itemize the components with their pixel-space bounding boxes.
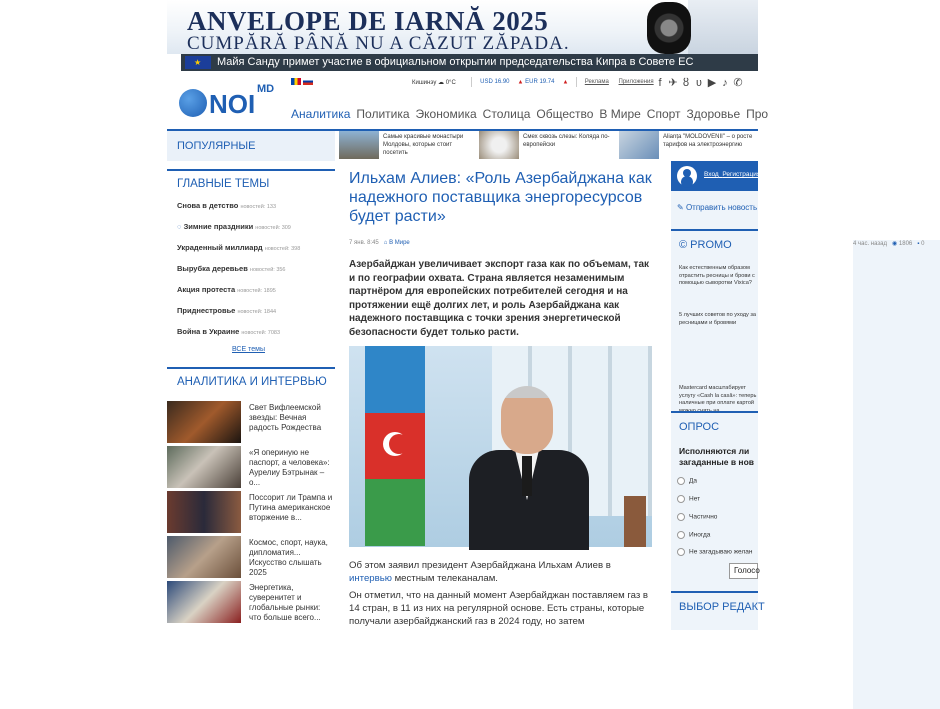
article-paragraph (349, 559, 654, 585)
strip-thumbnail (619, 131, 659, 159)
paragraph-text: Об этом заявил президент Азербайджана Ильхам Алиев в (349, 560, 611, 571)
rate-up-icon: ▲ (517, 79, 524, 86)
article-photo[interactable] (349, 346, 652, 547)
telegram-icon[interactable]: ✈ (668, 77, 678, 89)
paragraph-text: местным телеканалам. (391, 573, 498, 584)
weather-widget[interactable]: Кишинэу ☁ 0°C (412, 79, 456, 86)
editor-choice-header (671, 591, 765, 621)
chair (624, 496, 646, 547)
vote-button[interactable]: Голосо (729, 563, 758, 579)
page (167, 0, 925, 630)
right-sidebar (671, 161, 765, 630)
promo-item[interactable]: 5 лучших советов по уходу за ресницами и бровями (679, 312, 757, 326)
send-news-link[interactable] (677, 203, 757, 212)
analytics-thumbnail (167, 491, 241, 533)
poll-option[interactable]: Нет (677, 495, 700, 503)
divider (576, 77, 577, 87)
banner-title: ANVELOPE DE IARNĂ 2025 (187, 6, 549, 36)
article-title: Ильхам Алиев: «Роль Азербайджана как надежного поставщика энергоресурсов будет расти» (349, 170, 652, 225)
popular-label: ПОПУЛЯРНЫЕ (177, 140, 256, 152)
person-figure (469, 386, 589, 547)
strip-caption: Смех сквозь слезы: Коляда по-европейски (523, 134, 610, 148)
nav-item-analytics[interactable]: Аналитика (291, 107, 351, 121)
topic-name: Приднестровье (177, 306, 236, 315)
poll-header (671, 411, 758, 439)
analytics-title: АНАЛИТИКА И ИНТЕРВЬЮ (177, 376, 327, 388)
ads-link[interactable]: Реклама (584, 79, 609, 85)
russia-flag-icon[interactable] (303, 78, 313, 85)
analytics-item[interactable] (167, 491, 335, 535)
language-switcher (291, 77, 315, 87)
analytics-caption: Поссорит ли Трампа и Путина американское вторжение в... (249, 493, 333, 522)
strip-thumbnail (479, 131, 519, 159)
category-icon: ⌂ (380, 240, 388, 246)
article-lead: Азербайджан увеличивает экспорт газа как по объемам, так и по географии охвата. Страна является незаменимым партнёром для европейских потребителей сегодня и на протяжении ещё долгих лет, и роль Азербайджана как надежного поставщика с точки зрения энергетической безопасности будет только расти. (349, 259, 650, 338)
divider (471, 77, 472, 87)
site-header (167, 71, 769, 131)
top-info-bar (412, 77, 662, 87)
banner-snow-image (688, 0, 758, 54)
news-strip (339, 131, 758, 161)
main-topics-title: ГЛАВНЫЕ ТЕМЫ (177, 178, 270, 190)
analytics-item[interactable] (167, 536, 335, 580)
eye-icon: ◉ (888, 241, 898, 247)
nav-item-politics[interactable]: Политика (356, 107, 410, 121)
eu-flag-icon (185, 56, 211, 69)
article-paragraph: Он отметил, что на данный момент Азербайджан поставляем газ в 14 стран, в 11 из них на регулярной основе. Есть страны, которые получали азербайджанский газ в 2024 году, но затем (349, 590, 649, 627)
analytics-thumbnail (167, 446, 241, 488)
ad-banner[interactable] (167, 0, 758, 54)
topic-count: новостей: 133 (240, 204, 277, 210)
flag-stripe (365, 479, 425, 546)
article-ago: 4 час. назад (853, 241, 887, 247)
interview-link[interactable]: интервью (349, 573, 392, 584)
topic-item[interactable] (177, 285, 276, 294)
nav-item-society[interactable]: Общество (536, 107, 594, 121)
topic-count: новостей: 7083 (241, 330, 281, 336)
article-date: 7 янв. 8:45 (349, 240, 379, 246)
article-comments[interactable]: 0 (921, 241, 925, 247)
topic-item[interactable] (177, 201, 276, 210)
nav-item-world[interactable]: В Мире (599, 107, 641, 121)
nav-item-health[interactable]: Здоровье (686, 107, 741, 121)
topic-name: Вырубка деревьев (177, 264, 248, 273)
analytics-item[interactable] (167, 581, 335, 625)
moldova-flag-icon[interactable] (291, 78, 301, 85)
analytics-caption: Свет Вифлеемской звезды: Вечная радость Рождества (249, 403, 322, 432)
promo-header (671, 229, 758, 257)
analytics-caption: Энергетика, суверенитет и глобальные рынки: что больше всего... (249, 583, 321, 622)
site-logo[interactable] (179, 83, 289, 123)
analytics-item[interactable] (167, 446, 335, 490)
apps-link[interactable]: Приложения (618, 79, 654, 85)
topic-name: Украденный миллиард (177, 243, 263, 252)
topic-count: новостей: 356 (249, 267, 286, 273)
article-category[interactable]: В Мире (389, 240, 410, 246)
topic-count: новостей: 1895 (237, 288, 276, 294)
tiktok-icon[interactable]: ♪ (722, 77, 728, 89)
topic-item[interactable] (177, 264, 286, 273)
topic-name: Снова в детство (177, 201, 239, 210)
ticker-text: Майя Санду примет участие в официальном открытии председательства Кипра в Совете ЕС (217, 56, 694, 68)
logo-superscript: MD (257, 83, 275, 95)
odnoklassniki-icon[interactable]: ȣ (682, 77, 690, 89)
register-link[interactable]: Регистрация (722, 171, 761, 178)
auth-links (704, 171, 760, 178)
topic-item[interactable] (177, 222, 291, 231)
topic-name: Зимние праздники (183, 222, 254, 231)
topic-item[interactable] (177, 243, 300, 252)
main-nav (291, 107, 774, 121)
nav-item-more[interactable]: Про (746, 107, 769, 121)
analytics-item[interactable] (167, 401, 335, 445)
editor-choice-title: ВЫБОР РЕДАКТ (679, 601, 765, 613)
analytics-caption: Космос, спорт, наука, дипломатия... Искусство слышать 2025 (249, 538, 328, 577)
user-icon[interactable] (677, 166, 697, 186)
vk-icon[interactable]: ʋ (695, 77, 702, 89)
tie (522, 456, 532, 496)
topic-item[interactable] (177, 327, 280, 336)
facebook-icon[interactable]: f (658, 77, 662, 89)
nav-item-capital[interactable]: Столица (482, 107, 531, 121)
article-stats (853, 240, 940, 709)
tire-image (647, 2, 691, 54)
social-links (654, 76, 745, 89)
rate-up-icon: ▲ (562, 79, 569, 86)
strip-caption: Alianța "MOLDOVENII" – о росте тарифов на электроэнергию (663, 134, 753, 148)
eur-rate: EUR 19.74 (525, 79, 555, 85)
youtube-icon[interactable]: ▶ (707, 77, 717, 89)
main-topics-header (167, 169, 335, 197)
topic-item[interactable] (177, 306, 276, 315)
usd-rate: USD 16.90 (480, 79, 510, 85)
flag-stripe (365, 346, 425, 413)
banner-subtitle: CUMPĂRĂ PÂNĂ NU A CĂZUT ZĂPADA. (187, 33, 570, 54)
analytics-thumbnail (167, 581, 241, 623)
login-link[interactable]: Вход (704, 171, 719, 178)
logo-text: NOI (209, 89, 256, 119)
topic-name: Акция протеста (177, 285, 236, 294)
login-bar (671, 161, 761, 191)
all-topics-link[interactable]: ВСЕ темы (232, 346, 265, 353)
azerbaijan-flag (365, 346, 425, 546)
topic-count: новостей: 309 (255, 225, 291, 231)
promo-item[interactable]: Mastercard масштабирует услугу «Cash la casă»: теперь наличные при оплате картой (679, 385, 757, 406)
poll-option[interactable]: Частично (677, 513, 717, 521)
nav-item-sport[interactable]: Спорт (646, 107, 681, 121)
article-views: 1806 (898, 241, 913, 247)
nav-item-economy[interactable]: Экономика (415, 107, 477, 121)
news-ticker[interactable] (181, 54, 758, 71)
popular-tab[interactable] (167, 131, 335, 161)
poll-title: ОПРОС (679, 421, 720, 433)
pencil-icon: ✎ (677, 203, 684, 212)
poll-option[interactable]: Не загадываю желан (677, 548, 752, 556)
strip-caption: Самые красивые монастыри Молдовы, которые стоит посетить (383, 134, 464, 156)
viber-icon[interactable]: ✆ (733, 77, 743, 89)
loading-icon: ◌ (177, 222, 182, 231)
analytics-caption: «Я опериную не паспорт, а человека»: Аурелиу Бэтрынак – о... (249, 448, 330, 487)
poll-question: Исполняются ли загаданные в нов (679, 446, 754, 467)
analytics-header (167, 367, 335, 395)
analytics-thumbnail (167, 401, 241, 443)
topic-count: новостей: 398 (264, 246, 301, 252)
head (501, 386, 553, 454)
globe-icon (179, 89, 207, 117)
poll-option[interactable]: Иногда (677, 531, 710, 539)
topic-name: Война в Украине (177, 327, 240, 336)
topic-count: новостей: 1844 (237, 309, 277, 315)
promo-title: © PROMO (679, 239, 732, 251)
comment-icon[interactable]: ▪ (913, 241, 920, 247)
promo-item[interactable]: Как естественным образом отрастить ресницы и брови с помощью сыворотки Vixica? (679, 265, 755, 286)
send-news-label: Отправить новость (685, 203, 758, 212)
crescent-icon (383, 432, 407, 456)
left-sidebar (167, 131, 335, 630)
analytics-thumbnail (167, 536, 241, 578)
strip-thumbnail (339, 131, 379, 159)
poll-option[interactable]: Да (677, 477, 697, 485)
